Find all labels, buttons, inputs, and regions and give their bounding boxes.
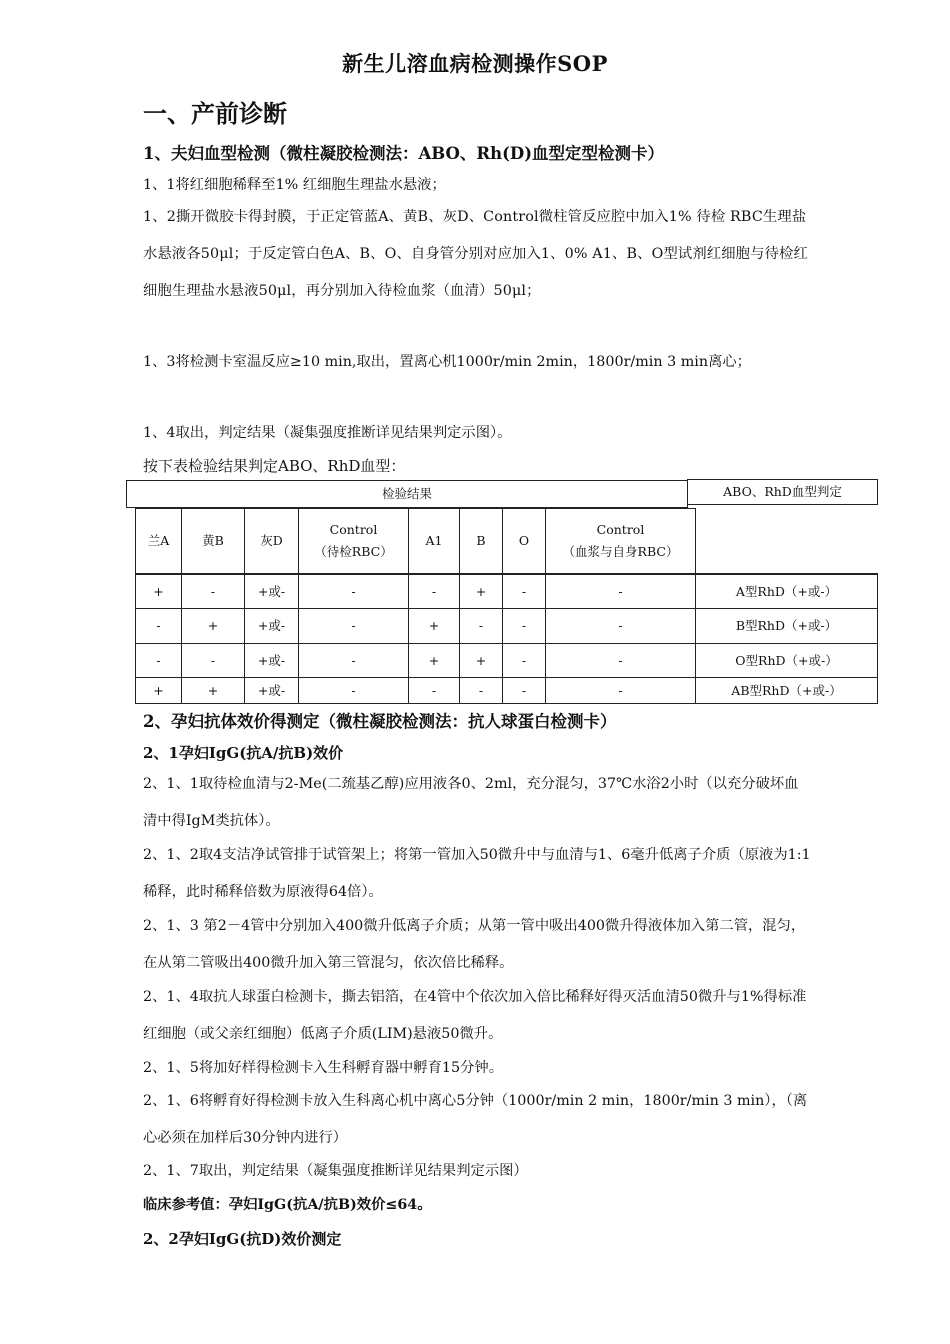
table-cell: +或- [244, 643, 299, 678]
table-cell: + [408, 608, 460, 644]
table-group-header: 检验结果 [126, 480, 688, 508]
heading-blood-type-test: 1、夫妇血型检测（微柱凝胶检测法：ABO、Rh(D)血型定型检测卡） [143, 144, 665, 163]
step-1-3: 1、3将检测卡室温反应≥10 min,取出，置离心机1000r/min 2min，1800r/min 3 min离心； [143, 354, 751, 370]
table-result-cell: A型RhD（+或-） [695, 574, 878, 609]
table-cell: - [502, 608, 546, 644]
table-cell: - [298, 608, 409, 644]
step-1-2: 1、2撕开微胶卡得封膜，于正定管蓝A、黄B、灰D、Control微柱管反应腔中加入1% 待检 RBC生理盐水悬液各50μl；于反定管白色A、B、O、自身管分别对应加入1、0% A1、B、O型试剂红细胞与待检红细胞生理盐水悬液50μl，再分别加入待检血浆（血清）50μl； [143, 209, 808, 299]
table-cell: - [298, 574, 409, 609]
table-column-header: Control （血浆与自身RBC） [545, 508, 696, 574]
table-cell: - [502, 574, 546, 609]
step-1-1: 1、1将红细胞稀释至1% 红细胞生理盐水悬液； [143, 177, 446, 193]
table-cell: - [298, 677, 409, 704]
table-cell: - [135, 608, 182, 644]
table-cell: - [181, 574, 245, 609]
section-heading-prenatal: 一、产前诊断 [143, 99, 287, 128]
table-cell: + [181, 677, 245, 704]
table-cell: - [135, 643, 182, 678]
table-cell: - [459, 677, 503, 704]
table-column-header: O [502, 508, 546, 574]
table-cell: +或- [244, 608, 299, 644]
table-column-header: 黄B [181, 508, 245, 574]
table-cell: - [408, 677, 460, 704]
heading-igg-ab: 2、1孕妇IgG(抗A/抗B)效价 [143, 744, 344, 762]
step-2-1-7: 2、1、7取出，判定结果（凝集强度推断详见结果判定示图） [143, 1163, 528, 1179]
table-column-header: 兰A [135, 508, 182, 574]
step-2-1-2: 2、1、2取4支洁净试管排于试管架上；将第一管加入50微升中与血清与1、6毫升低离子介质（原液为1:1稀释，此时稀释倍数为原液得64倍）。 [143, 847, 811, 900]
step-2-1-3: 2、1、3 第2－4管中分别加入400微升低离子介质；从第一管中吸出400微升得液体加入第二管，混匀，在从第二管吸出400微升加入第三管混匀，依次倍比稀释。 [143, 918, 806, 971]
table-column-header: A1 [408, 508, 460, 574]
table-cell: - [502, 677, 546, 704]
heading-antibody-titer: 2、孕妇抗体效价得测定（微柱凝胶检测法：抗人球蛋白检测卡） [143, 712, 617, 731]
table-column-header: 灰D [244, 508, 299, 574]
step-2-1-1: 2、1、1取待检血清与2-Me(二巯基乙醇)应用液各0、2ml，充分混匀，37℃水浴2小时（以充分破坏血清中得IgM类抗体）。 [143, 776, 799, 829]
table-cell: + [135, 574, 182, 609]
table-header-spacer [695, 508, 878, 574]
table-result-cell: O型RhD（+或-） [695, 643, 878, 678]
table-cell: - [545, 643, 696, 678]
table-result-header: ABO、RhD血型判定 [687, 479, 878, 505]
step-2-1-4: 2、1、4取抗人球蛋白检测卡，撕去铝箔，在4管中个依次加入倍比稀释好得灭活血清50微升与1%得标准红细胞（或父亲红细胞）低离子介质(LIM)悬液50微升。 [143, 989, 807, 1042]
table-result-cell: AB型RhD（+或-） [695, 677, 878, 704]
table-cell: - [502, 643, 546, 678]
step-1-4: 1、4取出，判定结果（凝集强度推断详见结果判定示图）。 [143, 425, 512, 441]
table-cell: - [408, 574, 460, 609]
table-cell: - [181, 643, 245, 678]
table-cell: + [459, 643, 503, 678]
table-cell: - [459, 608, 503, 644]
table-cell: +或- [244, 574, 299, 609]
table-cell: - [298, 643, 409, 678]
table-cell: + [408, 643, 460, 678]
table-cell: + [135, 677, 182, 704]
table-column-header: Control （待检RBC） [298, 508, 409, 574]
table-cell: - [545, 574, 696, 609]
table-cell: + [181, 608, 245, 644]
table-intro: 按下表检验结果判定ABO、RhD血型： [143, 457, 406, 475]
table-cell: - [545, 608, 696, 644]
document-title: 新生儿溶血病检测操作SOP [342, 51, 608, 76]
table-column-header: B [459, 508, 503, 574]
clinical-reference: 临床参考值：孕妇IgG(抗A/抗B)效价≤64。 [143, 1197, 432, 1213]
table-cell: - [545, 677, 696, 704]
table-cell: + [459, 574, 503, 609]
table-result-cell: B型RhD（+或-） [695, 608, 878, 644]
step-2-1-6: 2、1、6将孵育好得检测卡放入生科离心机中离心5分钟（1000r/min 2 min，1800r/min 3 min），（离心必须在加样后30分钟内进行） [143, 1093, 808, 1146]
table-cell: +或- [244, 677, 299, 704]
step-2-1-5: 2、1、5将加好样得检测卡入生科孵育器中孵育15分钟。 [143, 1060, 504, 1076]
heading-igg-d: 2、2孕妇IgG(抗D)效价测定 [143, 1230, 342, 1248]
